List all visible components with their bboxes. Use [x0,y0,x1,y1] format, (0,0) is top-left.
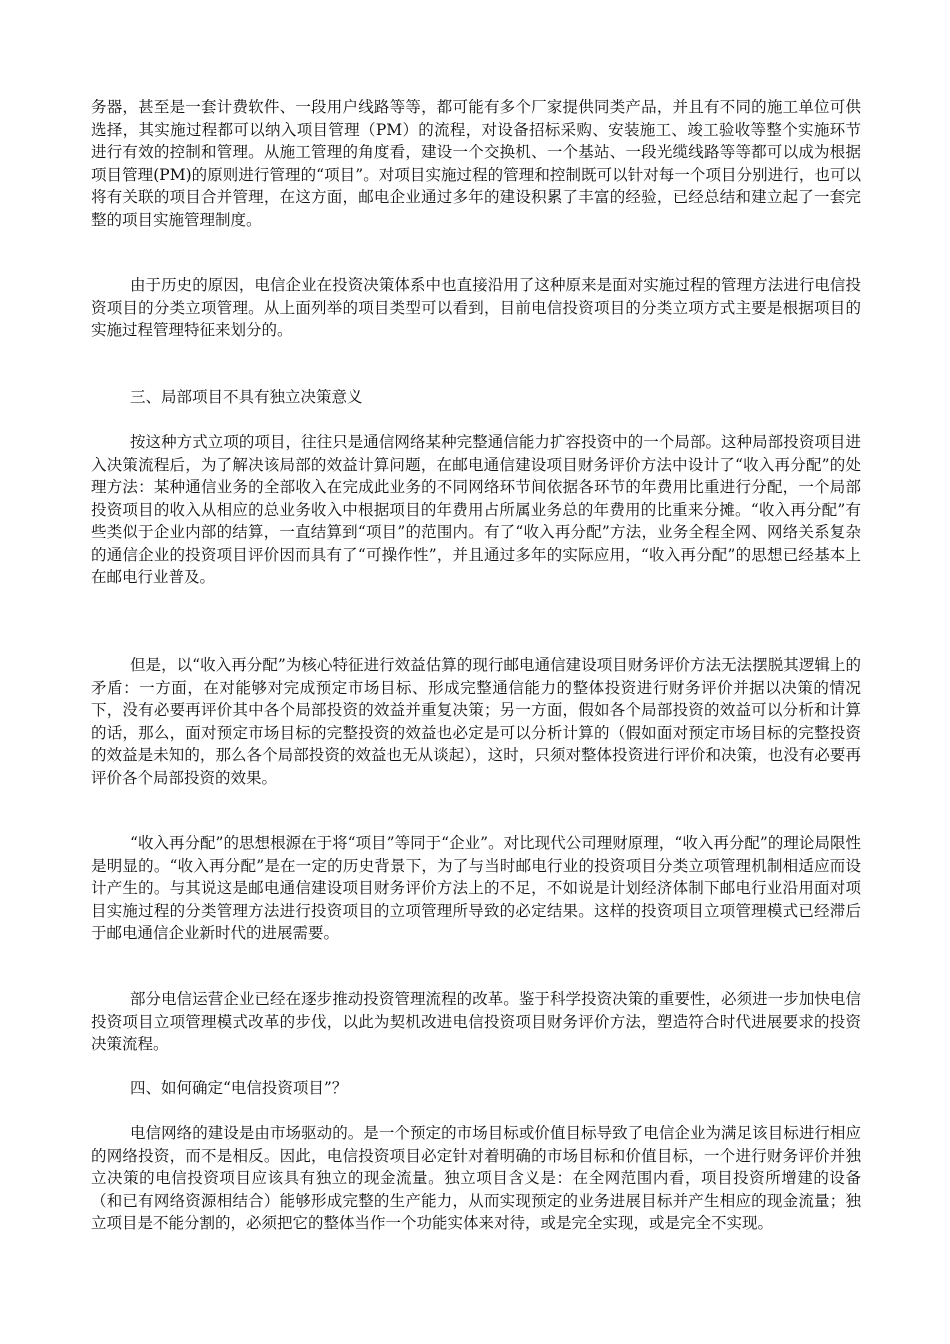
paragraph-1: 务器，甚至是一套计费软件、一段用户线路等等，都可能有多个厂家提供同类产品，并且有不同的施工单位可供选择，其实施过程都可以纳入项目管理（PM）的流程，对设备招标采购、安装施工、竣工验收等整个实施环节进行有效的控制和管理。从施工管理的角度看，建设一个交换机、一个基站、一段光缆线路等等都可以成为根据项目管理(PM)的原则进行管理的“项目”。对项目实施过程的管理和控制既可以针对每一个项目分别进行，也可以将有关联的项目合并管理，在这方面，邮电企业通过多年的建设积累了丰富的经验，已经总结和建立起了一套完整的项目实施管理制度。 [91,98,861,229]
paragraph-3: 按这种方式立项的项目，往往只是通信网络某种完整通信能力扩容投资中的一个局部。这种局部投资项目进入决策流程后，为了解决该局部的效益计算问题，在邮电通信建设项目财务评价方法中设计了“收入再分配”的处理方法：某种通信业务的全部收入在完成此业务的不同网络环节间依据各环节的年费用比重进行分配，一个局部投资项目的收入从相应的总业务收入中根据项目的年费用占所属业务总的年费用的比重来分摊。“收入再分配”有些类似于企业内部的结算，一直结算到“项目”的范围内。有了“收入再分配”方法，业务全程全网、网络关系复杂的通信企业的投资项目评价因而具有了“可操作性”，并且通过多年的实际应用，“收入再分配”的思想已经基本上在邮电行业普及。 [91,433,861,586]
section-heading-4: 四、如何确定“电信投资项目”？ [130,1079,348,1097]
paragraph-4: 但是，以“收入再分配”为核心特征进行效益估算的现行邮电通信建设项目财务评价方法无法摆脱其逻辑上的矛盾：一方面，在对能够对完成预定市场目标、形成完整通信能力的整体投资进行财务评价并据以决策的情况下，没有必要再评价其中各个局部投资的效益并重复决策；另一方面，假如各个局部投资的效益可以分析和计算的话，那么，面对预定市场目标的完整投资的效益也必定是可以分析计算的（假如面对预定市场目标的完整投资的效益是未知的，那么各个局部投资的效益也无从谈起），这时，只须对整体投资进行评价和决策，也没有必要再评价各个局部投资的效果。 [91,656,861,787]
paragraph-7: 电信网络的建设是由市场驱动的。是一个预定的市场目标或价值目标导致了电信企业为满足该目标进行相应的网络投资，而不是相反。因此，电信投资项目必定针对着明确的市场目标和价值目标，一个进行财务评价并独立决策的电信投资项目应该具有独立的现金流量。独立项目含义是：在全网范围内看，项目投资所增建的设备（和已有网络资源相结合）能够形成完整的生产能力，从而实现预定的业务进展目标并产生相应的现金流量；独立项目是不能分割的，必须把它的整体当作一个功能实体来对待，或是完全实现，或是完全不实现。 [91,1124,861,1232]
paragraph-5: “收入再分配”的思想根源在于将“项目”等同于“企业”。对比现代公司理财原理，“收入再分配”的理论局限性是明显的。“收入再分配”是在一定的历史背景下，为了与当时邮电行业的投资项目分类立项管理机制相适应而设计产生的。与其说这是邮电通信建设项目财务评价方法上的不足，不如说是计划经济体制下邮电行业沿用面对项目实施过程的分类管理方法进行投资项目的立项管理所导致的必定结果。这样的投资项目立项管理模式已经滞后于邮电通信企业新时代的进展需要。 [91,834,861,942]
section-heading-3: 三、局部项目不具有独立决策意义 [130,388,363,406]
paragraph-2: 由于历史的原因，电信企业在投资决策体系中也直接沿用了这种原来是面对实施过程的管理方法进行电信投资项目的分类立项管理。从上面列举的项目类型可以看到，目前电信投资项目的分类立项方式主要是根据项目的实施过程管理特征来划分的。 [91,276,861,339]
paragraph-6: 部分电信运营企业已经在逐步推动投资管理流程的改革。鉴于科学投资决策的重要性，必须进一步加快电信投资项目立项管理模式改革的步伐，以此为契机改进电信投资项目财务评价方法，塑造符合时代进展要求的投资决策流程。 [91,990,861,1053]
